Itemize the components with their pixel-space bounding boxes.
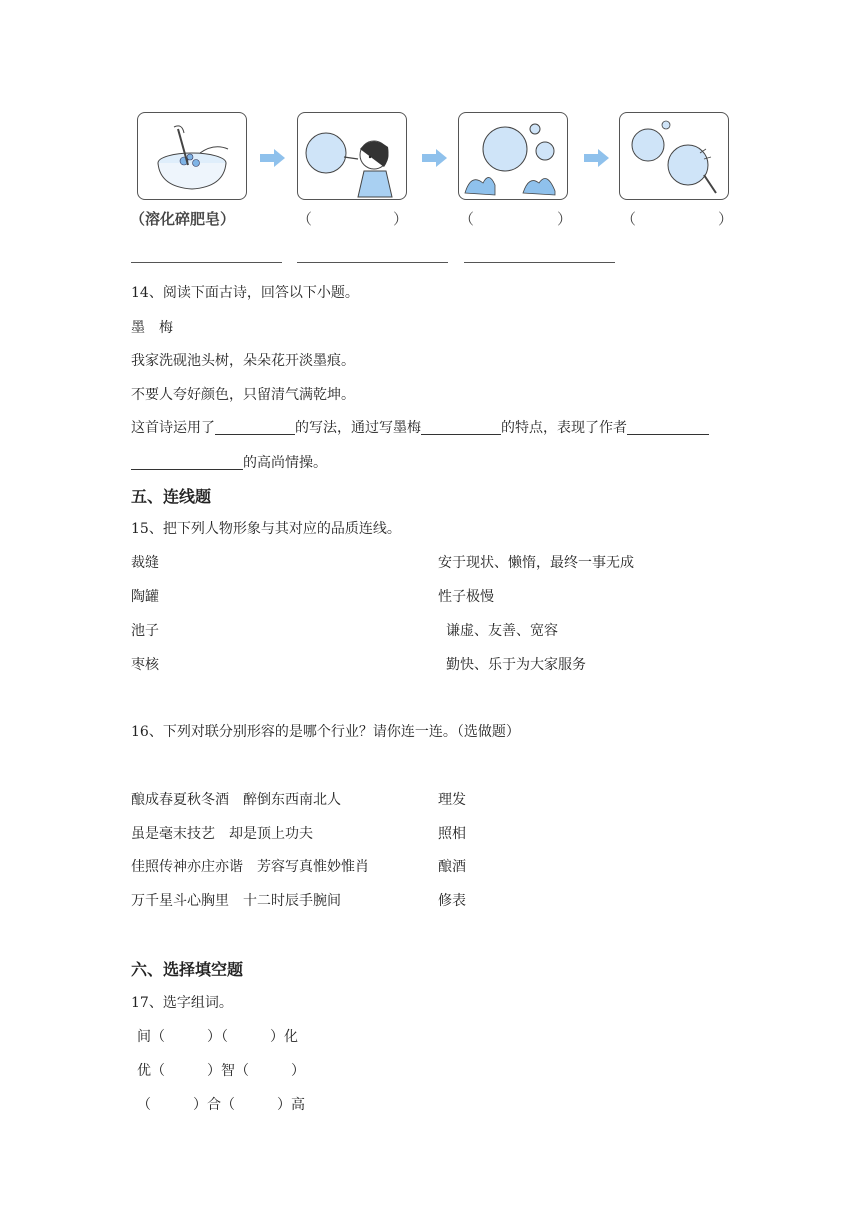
q15-left-item[interactable]: 陶罐 [131,589,159,605]
q17-row-2[interactable]: 优（ ）智（ ） [137,1063,305,1079]
q15-right-item[interactable]: 勤快、乐于为大家服务 [446,657,586,673]
q15-left-item[interactable]: 枣核 [131,657,159,673]
section-6-title: 六、选择填空题 [131,960,244,979]
q15-left-item[interactable]: 池子 [131,623,159,639]
q16-right-item[interactable]: 酿酒 [438,859,466,875]
answer-blank[interactable] [421,420,501,435]
caption-panel-1: （溶化碎肥皂） [130,210,236,228]
poem-line-2: 不要人夸好颜色，只留清气满乾坤。 [131,387,355,403]
caption-panel-2-close: ） [393,210,409,228]
fill-text-b: 的写法，通过写墨梅 [295,420,421,436]
panel-blow-bubble [297,112,407,200]
question-15-prompt: 15、把下列人物形象与其对应的品质连线。 [131,521,401,537]
panel-bubbles-float [458,112,568,200]
arrow-right-icon [420,148,448,168]
question-17-prompt: 17、选字组词。 [131,995,233,1011]
q15-right-item[interactable]: 性子极慢 [438,589,494,605]
poem-title: 墨 梅 [131,320,173,336]
question-14-fill-line [131,417,709,437]
panel-bubble-burst [619,112,729,200]
q16-left-item[interactable]: 万千星斗心胸里 十二时辰手腕间 [131,893,341,909]
poem-line-1: 我家洗砚池头树，朵朵花开淡墨痕。 [131,353,355,369]
q16-right-item[interactable]: 理发 [438,792,466,808]
question-16-prompt: 16、下列对联分别形容的是哪个行业？请你连一连。（选做题） [131,724,520,740]
section-5-title: 五、连线题 [131,487,212,506]
caption-panel-2-open: （ [297,210,313,228]
q17-row-3[interactable]: （ ）合（ ）高 [137,1097,305,1113]
fill-text-c: 的特点，表现了作者 [501,420,627,436]
caption-panel-4-close: ） [718,210,734,228]
q15-right-item[interactable]: 谦虚、友善、宽容 [446,623,558,639]
question-14-fill-line-2 [131,452,327,472]
bubble-burst-illustration [620,113,728,199]
q17-row-1[interactable]: 间（ ）（ ）化 [137,1029,298,1045]
q16-right-item[interactable]: 修表 [438,893,466,909]
caption-panel-4-open: （ [621,210,637,228]
caption-panel-3-open: （ [459,210,475,228]
q16-left-item[interactable]: 酿成春夏秋冬酒 醉倒东西南北人 [131,792,341,808]
q16-left-item[interactable]: 虽是毫末技艺 却是顶上功夫 [131,826,313,842]
panel-dissolve-soap [137,112,247,200]
arrow-right-icon [582,148,610,168]
q16-right-item[interactable]: 照相 [438,826,466,842]
answer-line[interactable] [131,262,282,263]
girl-blowing-bubble-illustration [298,113,406,199]
soap-bowl-illustration [138,113,246,199]
answer-blank[interactable] [627,420,709,435]
answer-line[interactable] [464,262,615,263]
arrow-right-icon [258,148,286,168]
answer-line[interactable] [297,262,448,263]
q15-left-item[interactable]: 裁缝 [131,555,159,571]
fill-text-a: 这首诗运用了 [131,420,215,436]
answer-blank[interactable] [215,420,295,435]
caption-panel-3-close: ） [557,210,573,228]
fill-text-d: 的高尚情操。 [243,455,327,471]
q15-right-item[interactable]: 安于现状、懒惰，最终一事无成 [438,555,634,571]
q16-left-item[interactable]: 佳照传神亦庄亦谐 芳容写真惟妙惟肖 [131,859,369,875]
floating-bubbles-illustration [459,113,567,199]
question-14-prompt: 14、阅读下面古诗，回答以下小题。 [131,285,359,301]
answer-blank[interactable] [131,455,243,470]
